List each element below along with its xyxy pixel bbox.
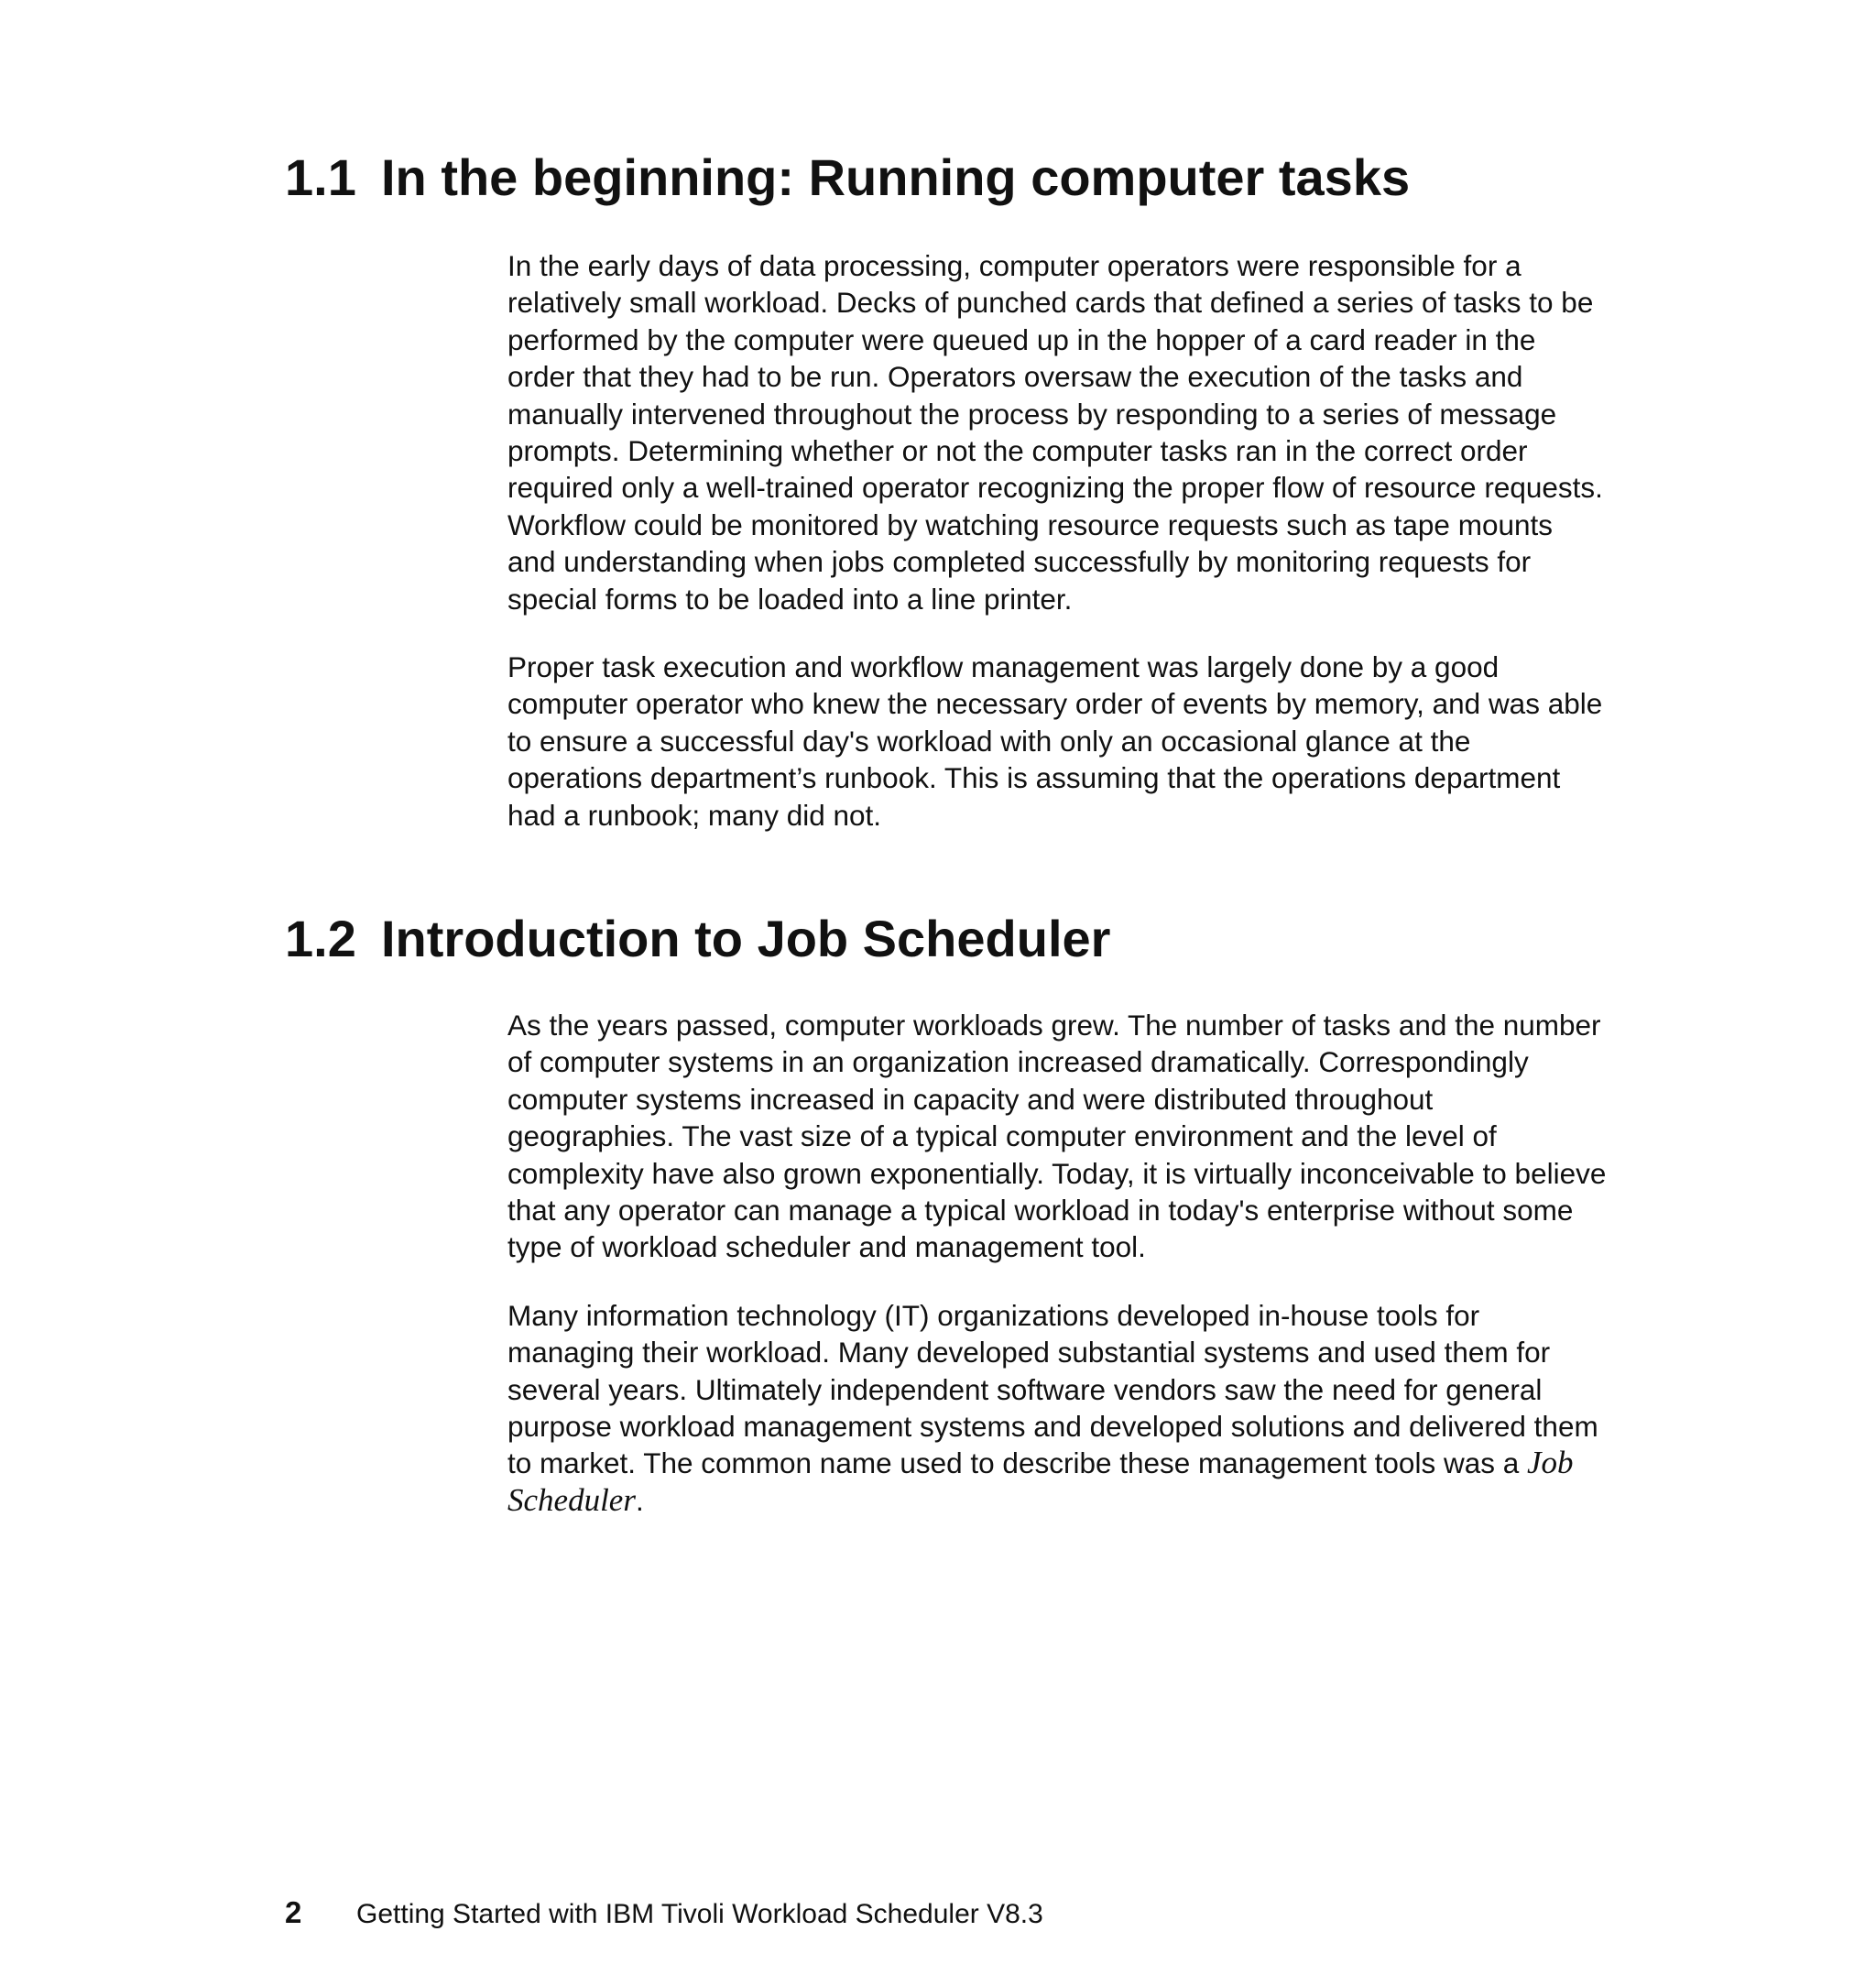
paragraph-end: . <box>635 1483 644 1517</box>
section-number: 1.2 <box>285 910 356 967</box>
section-heading-1-1 <box>285 148 1410 207</box>
paragraph <box>507 1297 1607 1519</box>
paragraph: As the years passed, computer workloads grew. The number of tasks and the number of computer systems in an organization increased dramatically. Correspondingly computer systems increased in capacity and were distributed throughout geographies. The vast size of a typical computer environment and the level of complexity have also grown exponentially. Today, it is virtually inconceivable to believe that any operator can manage a typical workload in today's enterprise without some type of workload scheduler and management tool. <box>507 1009 1607 1264</box>
paragraph-text: Many information technology (IT) organizations developed in-house tools for managing their workload. Many developed substantial systems and used them for several years. Ultimately independent software vendors saw the need for general purpose workload management systems and developed solutions and delivered them to market. The common name used to describe these management tools was a <box>507 1298 1598 1480</box>
paragraph: Proper task execution and workflow management was largely done by a good computer operator who knew the necessary order of events by memory, and was able to ensure a successful day's workload with only an occasional glance at the operations department’s runbook. This is assuming that the operations department had a runbook; many did not. <box>507 650 1603 832</box>
section-number: 1.1 <box>285 148 356 206</box>
paragraph: In the early days of data processing, computer operators were responsible for a relatively small workload. Decks of punched cards that defined a series of tasks to be performed by the computer were queued up in the hopper of a card reader in the order that they had to be run. Operators oversaw the execution of the tasks and manually intervened throughout the process by responding to a series of message prompts. Determining whether or not the computer tasks ran in the correct order required only a well-trained operator recognizing the proper flow of resource requests. Workflow could be monitored by watching resource requests such as tape mounts and understanding when jobs completed successfully by monitoring requests for special forms to be loaded into a line printer. <box>507 249 1603 616</box>
section-title: Introduction to Job Scheduler <box>381 910 1111 967</box>
section-body-1-1 <box>507 247 1607 865</box>
section-body-1-2 <box>507 1007 1607 1550</box>
page-footer <box>285 1894 1043 1933</box>
section-title: In the beginning: Running computer tasks <box>381 148 1411 206</box>
italic-term: Job Scheduler <box>507 1445 1574 1518</box>
section-heading-1-2 <box>285 910 1110 968</box>
book-title: Getting Started with IBM Tivoli Workload Scheduler V8.3 <box>356 1899 1043 1929</box>
page-number: 2 <box>285 1895 302 1929</box>
